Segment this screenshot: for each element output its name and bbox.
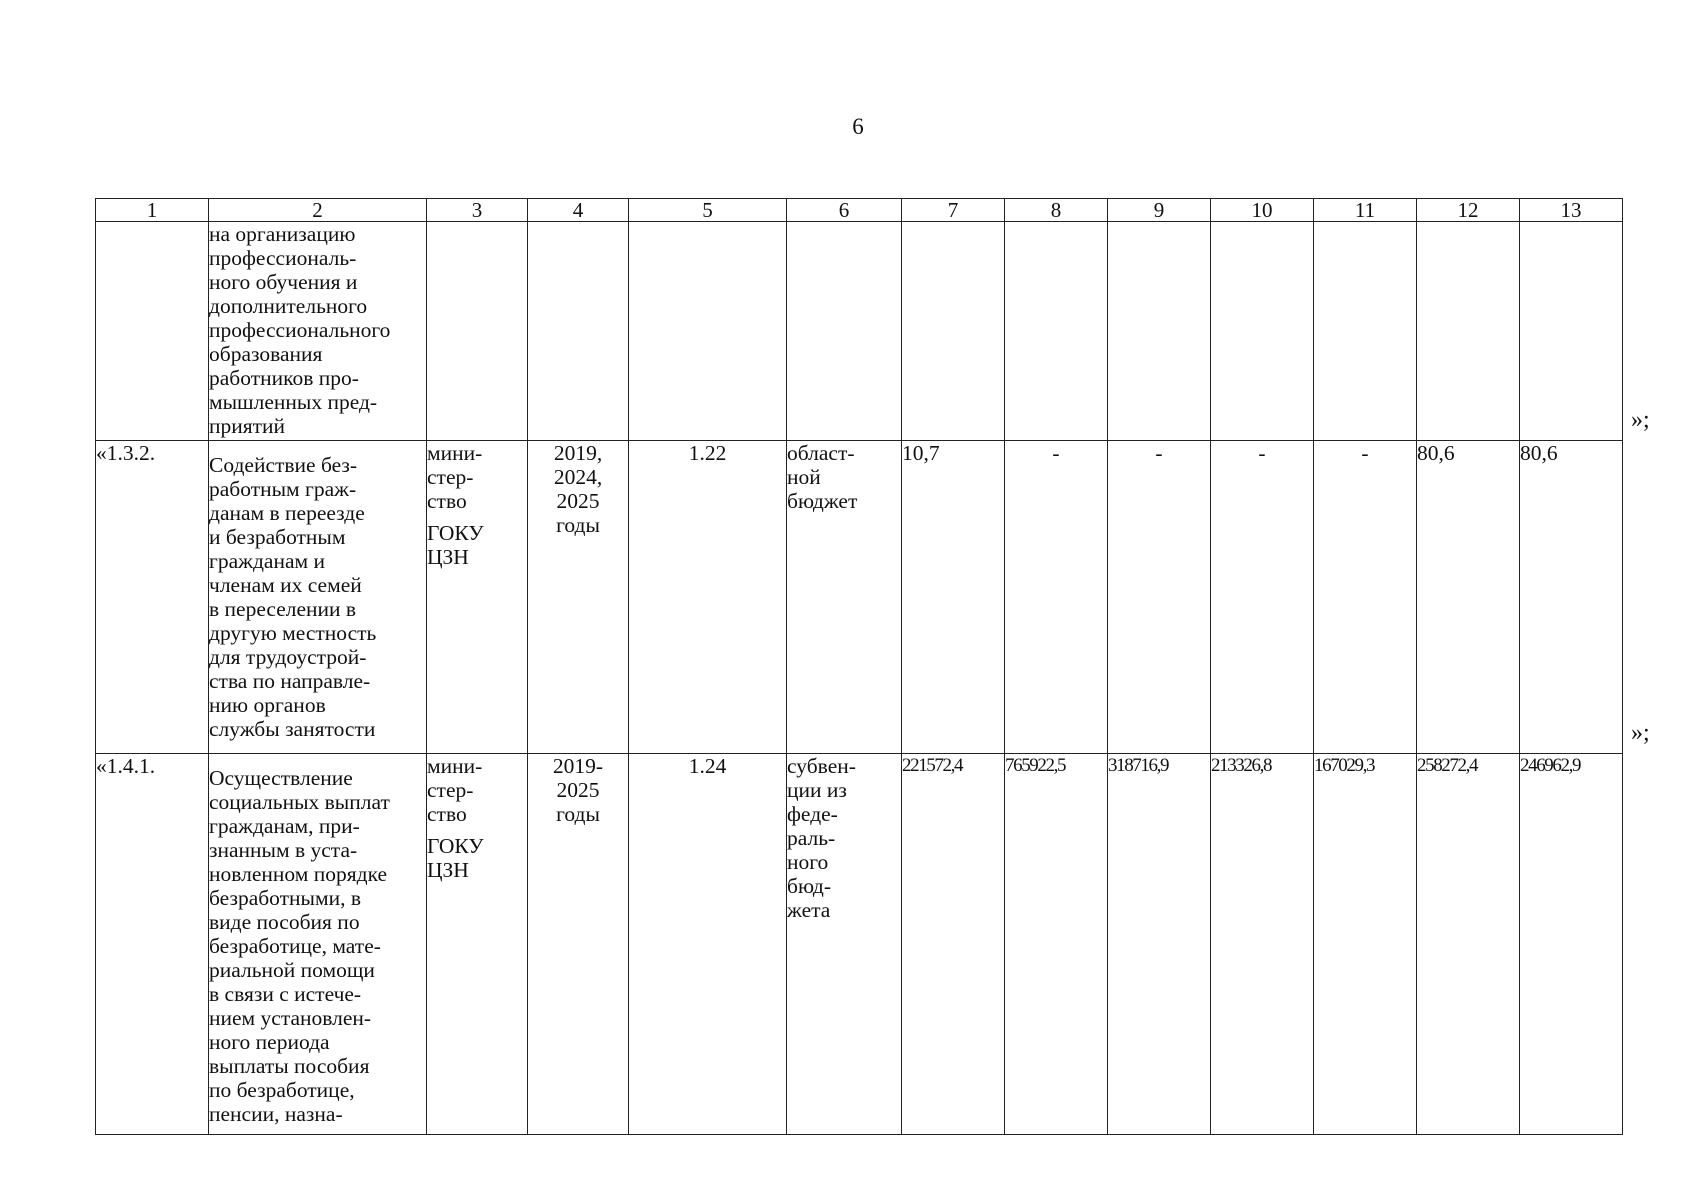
value-cell: 258272,4 [1417,754,1520,1135]
source-line: субвен- [787,754,856,778]
measure-name-line: в переселении в [209,597,357,621]
measure-name-line: для трудоустрой- [209,645,367,669]
executor-cell [427,441,528,754]
measure-name-line: риальной помощи [209,958,375,982]
measure-name-line: гражданам, при- [209,814,360,838]
measure-name-line: ного периода [209,1030,330,1054]
table-row [96,754,1623,1135]
measure-name-line: ного обучения и [209,270,358,294]
value-cell [1417,222,1520,441]
period-line: годы [556,802,600,826]
value-cell [1211,222,1314,441]
header-cell: 11 [1314,199,1417,222]
measure-name-line: образования [209,342,323,366]
source-line: бюд- [787,874,832,898]
executor-line: ство [427,489,467,513]
value-cell: - [1314,441,1417,754]
executor-line: стер- [427,778,474,802]
measure-name-cell [209,754,427,1135]
value-cell: 80,6 [1417,441,1520,754]
measure-name-line: нию органов [209,693,326,717]
header-cell: 5 [629,199,787,222]
measure-name-line: безработице, мате- [209,934,381,958]
measure-name-line: виде пособия по [209,910,360,934]
executor-cell [427,222,528,441]
source-line: жета [787,898,831,922]
executor-line: ГОКУ [427,834,484,858]
header-cell: 10 [1211,199,1314,222]
executor-line: мини- [427,441,483,465]
page-number: 6 [852,114,864,139]
source-line: бюджет [787,489,858,513]
executor-line: ство [427,802,467,826]
executor-cell [427,754,528,1135]
measure-name-line: на организацию [209,222,356,246]
measure-name-line: в связи с истече- [209,982,362,1006]
table-row [96,222,1623,441]
value-cell [1520,222,1623,441]
period-line: 2019, [553,441,603,465]
value-cell [1314,222,1417,441]
executor-org-block [427,521,527,569]
period-line: 2024, [553,465,603,489]
table-row [96,441,1623,754]
header-cell: 7 [902,199,1005,222]
value-cell: 10,7 [902,441,1005,754]
value-cell [902,222,1005,441]
item-number-cell: «1.3.2. [96,441,209,754]
value-cell: 246962,9 [1520,754,1623,1135]
source-line: феде- [787,802,838,826]
executor-org-block [427,834,527,882]
period-cell [528,754,629,1135]
header-cell: 13 [1520,199,1623,222]
measure-name-line: знанным в уста- [209,838,358,862]
measure-name-line: Содействие без- [209,453,358,477]
header-cell: 12 [1417,199,1520,222]
indicator-cell [629,222,787,441]
value-cell [1005,222,1108,441]
value-cell: - [1108,441,1211,754]
measure-name-line: службы занятости [209,717,376,741]
source-line: ции из [787,778,847,802]
indicator-cell: 1.24 [629,754,787,1135]
measure-name-line: новленном порядке [209,862,388,886]
measure-name-line: Осуществление [209,766,353,790]
header-cell: 8 [1005,199,1108,222]
header-cell: 3 [427,199,528,222]
source-line: ного [787,850,829,874]
value-cell: 80,6 [1520,441,1623,754]
executor-line: ЦЗН [427,545,469,569]
source-cell [787,441,902,754]
value-cell: 167029,3 [1314,754,1417,1135]
source-line: ной [787,465,821,489]
item-number-cell [96,222,209,441]
measure-name-line: по безработице, [209,1078,355,1102]
period-line: 2025 [556,489,600,513]
measure-name-line: профессиональ- [209,246,357,270]
measure-name-line: нием установлен- [209,1006,372,1030]
value-cell [1108,222,1211,441]
measure-name-line: дополнительного [209,294,368,318]
measure-name-line: мышленных пред- [209,390,378,414]
measure-name-line: приятий [209,414,286,438]
period-line: годы [556,513,600,537]
measure-name-line: работников про- [209,366,359,390]
measure-name-line: данам в переезде [209,501,365,525]
measure-name-line: социальных выплат [209,790,390,814]
period-line: 2019- [552,754,604,778]
measure-name-line: ства по направле- [209,669,371,693]
header-cell: 6 [787,199,902,222]
executor-line: ЦЗН [427,858,469,882]
header-cell: 2 [209,199,427,222]
header-row [96,199,1623,222]
measure-name-cell [209,222,427,441]
header-cell: 1 [96,199,209,222]
header-cell: 9 [1108,199,1211,222]
value-cell: - [1211,441,1314,754]
measure-name-line: членам их семей [209,573,362,597]
value-cell: 221572,4 [902,754,1005,1135]
source-line: раль- [787,826,836,850]
source-cell [787,754,902,1135]
period-cell [528,441,629,754]
period-line: 2025 [556,778,600,802]
value-cell: - [1005,441,1108,754]
budget-table [95,198,1623,1135]
header-cell: 4 [528,199,629,222]
item-number-cell: «1.4.1. [96,754,209,1135]
closing-quote-mark: »; [1631,719,1650,746]
value-cell: 765922,5 [1005,754,1108,1135]
value-cell: 213326,8 [1211,754,1314,1135]
measure-name-line: другую местность [209,621,377,645]
measure-name-line: выплаты пособия [209,1054,370,1078]
source-cell [787,222,902,441]
source-line: област- [787,441,855,465]
executor-line: мини- [427,754,483,778]
measure-name-line: и безработным [209,525,346,549]
indicator-cell: 1.22 [629,441,787,754]
measure-name-line: профессионального [209,318,391,342]
value-cell: 318716,9 [1108,754,1211,1135]
measure-name-line: гражданам и [209,549,325,573]
closing-quote-mark: »; [1631,406,1650,433]
measure-name-cell [209,441,427,754]
executor-line: ГОКУ [427,521,484,545]
measure-name-line: пенсии, назна- [209,1102,343,1126]
period-cell [528,222,629,441]
measure-name-line: безработными, в [209,886,362,910]
executor-line: стер- [427,465,474,489]
measure-name-line: работным граж- [209,477,357,501]
